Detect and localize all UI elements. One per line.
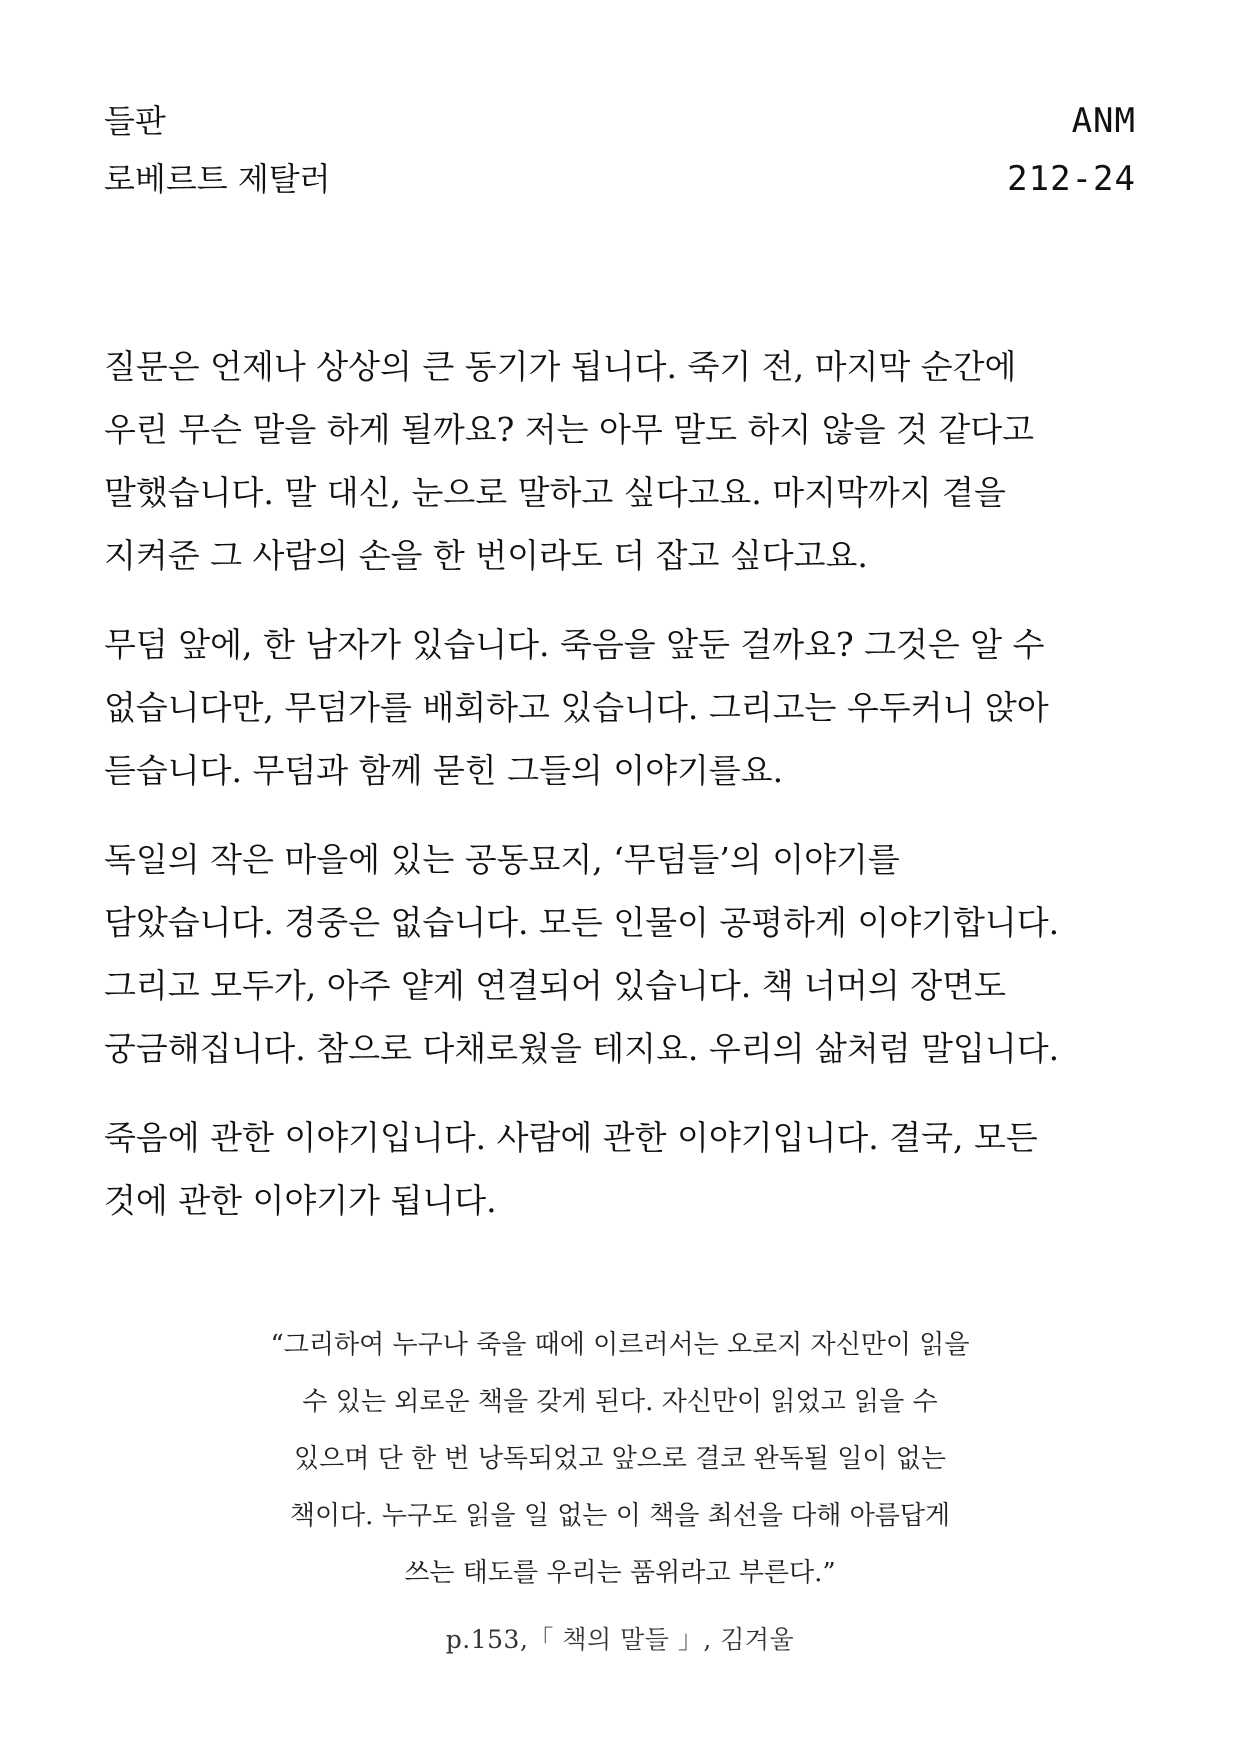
text-line: 죽음에 관한 이야기입니다. 사람에 관한 이야기입니다. 결국, 모든 xyxy=(104,1118,1038,1157)
quote-line: 수 있는 외로운 책을 갖게 된다. 자신만이 읽었고 읽을 수 xyxy=(302,1387,938,1417)
text-line: 듣습니다. 무덤과 함께 묻힌 그들의 이야기를요. xyxy=(104,751,784,790)
book-title: 들판 xyxy=(104,102,166,140)
text-line: 없습니다만, 무덤가를 배회하고 있습니다. 그리고는 우두커니 앉아 xyxy=(104,688,1049,727)
quote-line: 있으며 단 한 번 낭독되었고 앞으로 결코 완독될 일이 없는 xyxy=(293,1444,947,1474)
quote-line: 쓰는 태도를 우리는 품위라고 부른다.” xyxy=(404,1558,836,1588)
book-quote xyxy=(0,1317,1240,1602)
text-line: 지켜준 그 사람의 손을 한 번이라도 더 잡고 싶다고요. xyxy=(104,536,868,575)
review-body xyxy=(104,335,1144,1258)
text-line: 우린 무슨 말을 하게 될까요? 저는 아무 말도 하지 않을 것 같다고 xyxy=(104,410,1035,449)
quote-line: “그리하여 누구나 죽을 때에 이르러서는 오로지 자신만이 읽을 xyxy=(270,1330,970,1360)
text-line: 무덤 앞에, 한 남자가 있습니다. 죽음을 앞둔 걸까요? 그것은 알 수 xyxy=(104,625,1045,664)
catalog-code xyxy=(1007,92,1136,208)
quote-citation: p.153,「 책의 말들 」, 김겨울 xyxy=(445,1625,795,1654)
paragraph-4 xyxy=(104,1106,1144,1232)
paragraph-1 xyxy=(104,335,1144,587)
catalog-code-line-2: 212-24 xyxy=(1007,159,1136,199)
text-line: 말했습니다. 말 대신, 눈으로 말하고 싶다고요. 마지막까지 곁을 xyxy=(104,473,1006,512)
book-author: 로베르트 제탈러 xyxy=(104,160,331,198)
text-line: 독일의 작은 마을에 있는 공동묘지, ‘무덤들’의 이야기를 xyxy=(104,840,900,879)
text-line: 궁금해집니다. 참으로 다채로웠을 테지요. 우리의 삶처럼 말입니다. xyxy=(104,1029,1060,1068)
paragraph-2 xyxy=(104,613,1144,802)
text-line: 질문은 언제나 상상의 큰 동기가 됩니다. 죽기 전, 마지막 순간에 xyxy=(104,347,1017,386)
paragraph-3 xyxy=(104,828,1144,1080)
catalog-code-line-1: ANM xyxy=(1071,101,1136,141)
quote-line: 책이다. 누구도 읽을 일 없는 이 책을 최선을 다해 아름답게 xyxy=(289,1501,951,1531)
text-line: 그리고 모두가, 아주 얕게 연결되어 있습니다. 책 너머의 장면도 xyxy=(104,966,1006,1005)
text-line: 담았습니다. 경중은 없습니다. 모든 인물이 공평하게 이야기합니다. xyxy=(104,903,1060,942)
text-line: 것에 관한 이야기가 됩니다. xyxy=(104,1181,497,1220)
book-info xyxy=(104,92,331,208)
